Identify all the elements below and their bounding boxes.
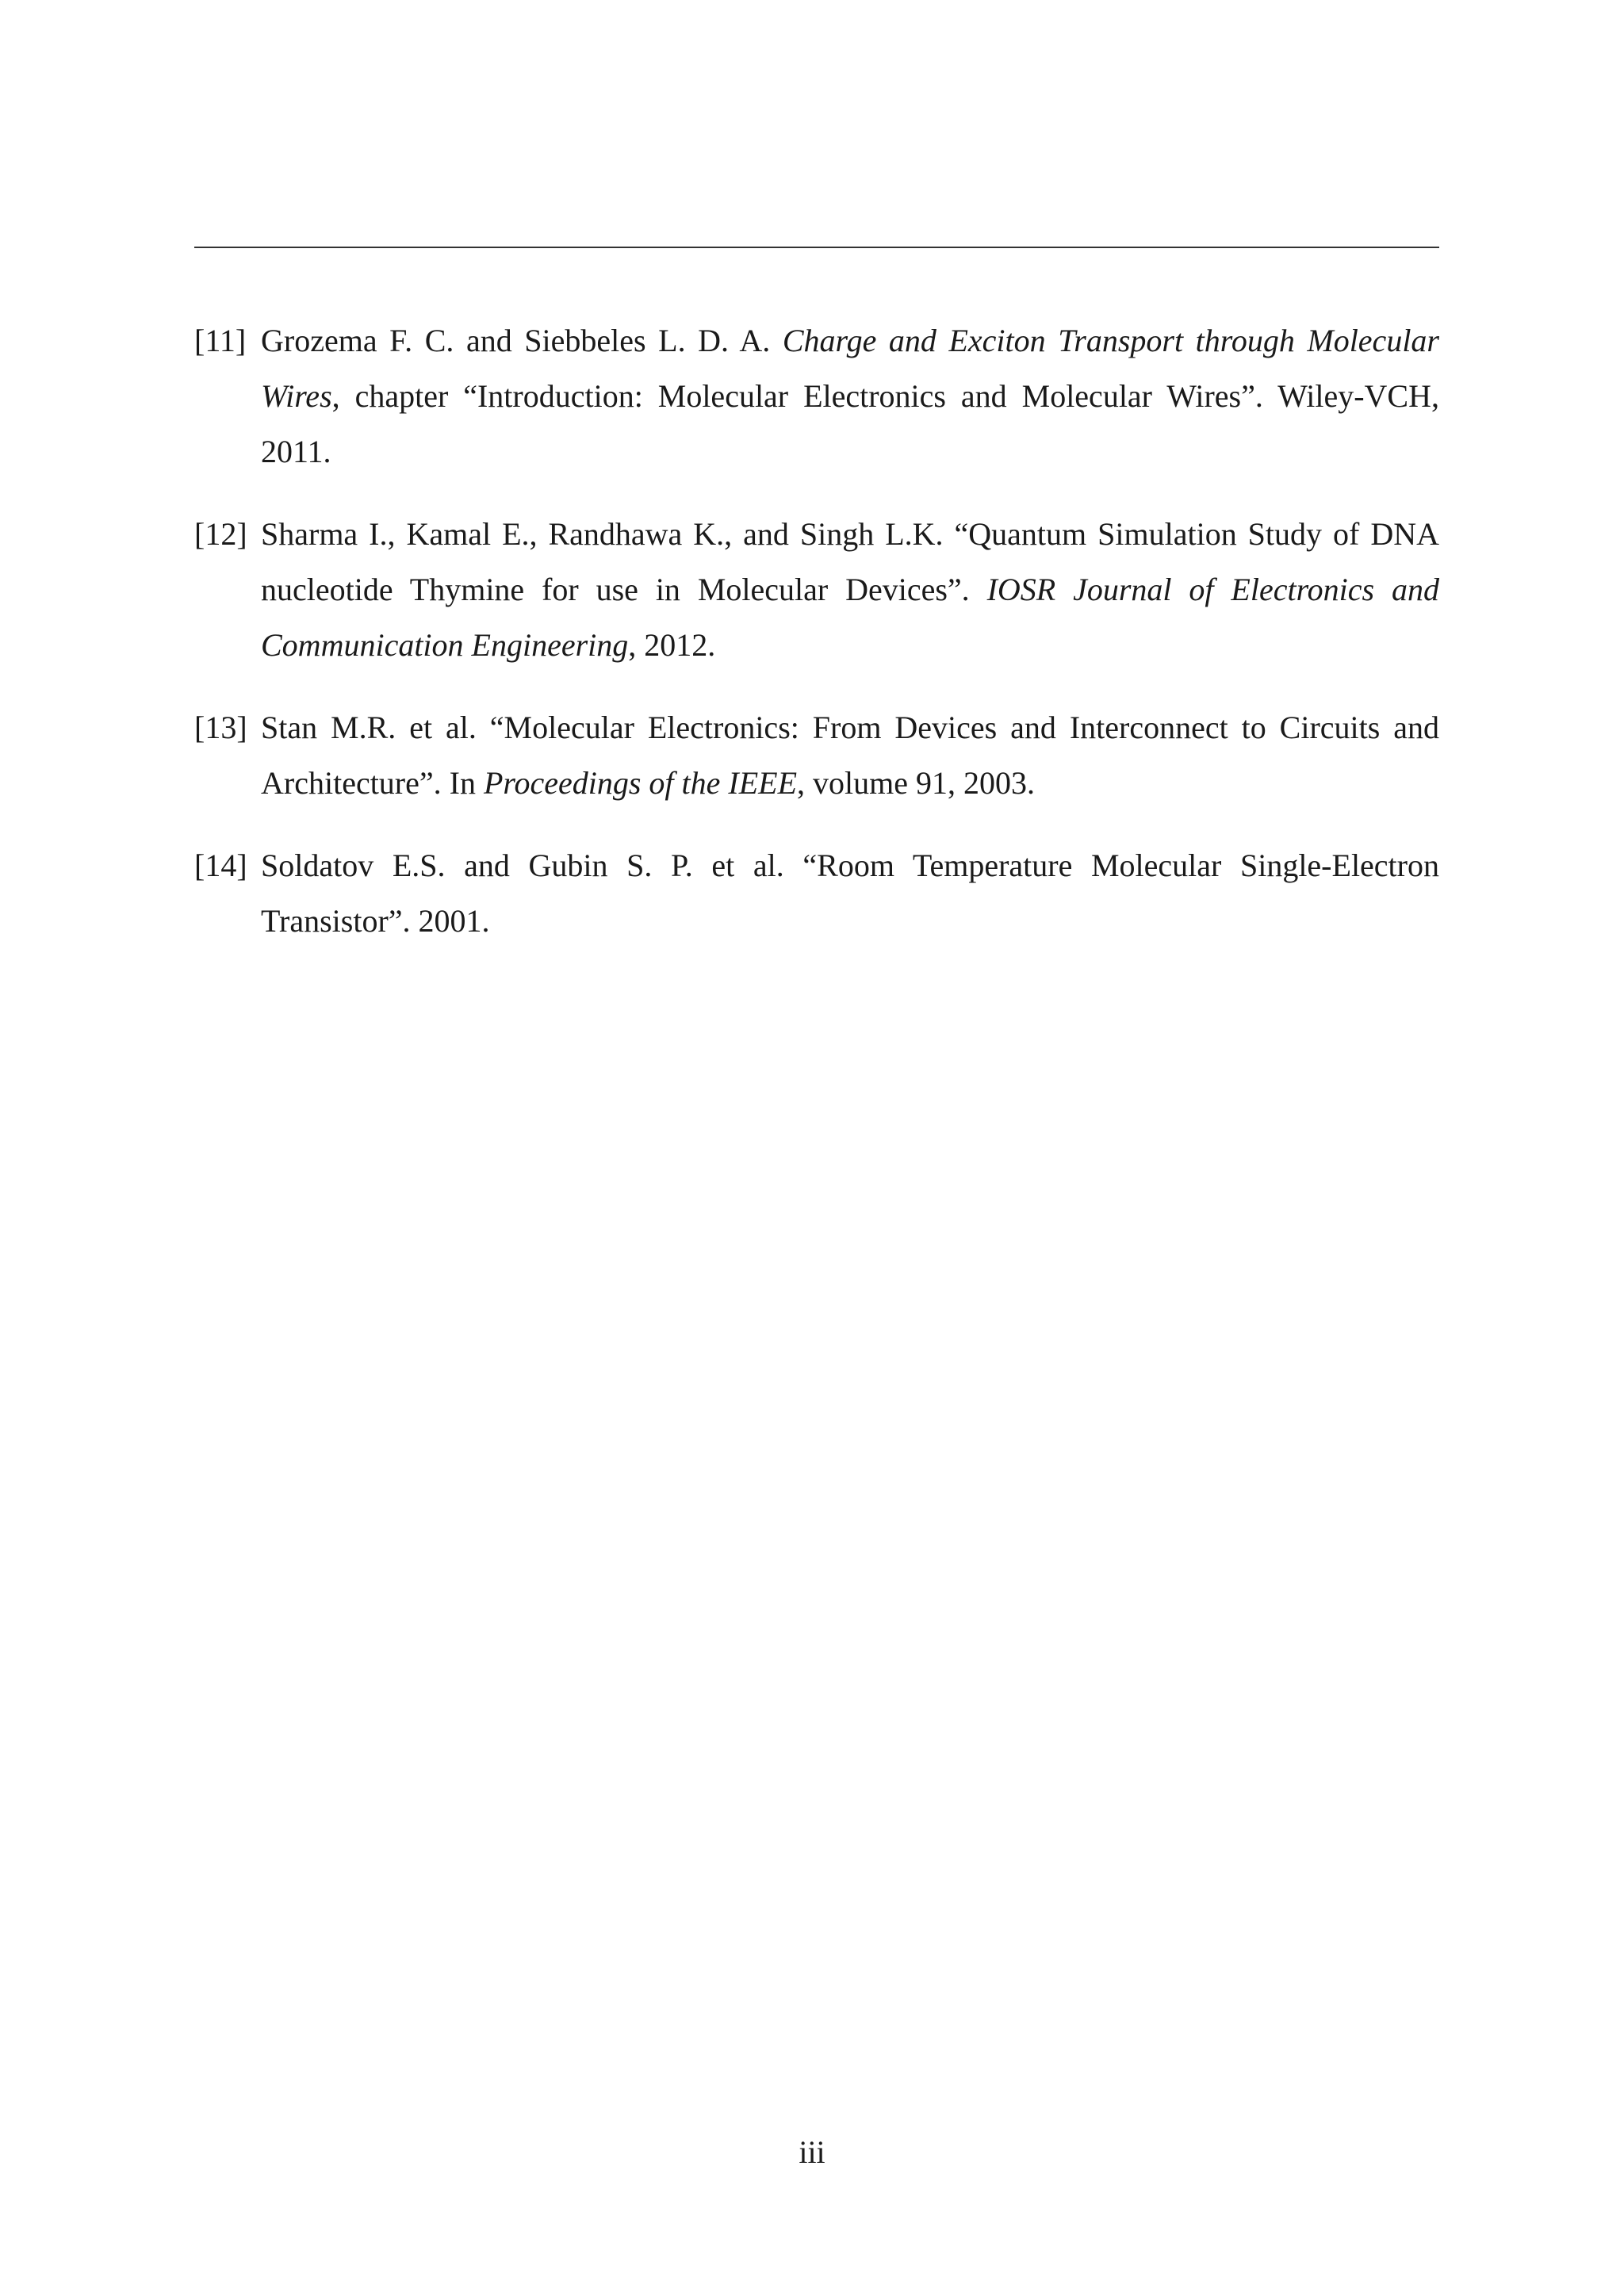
reference-details-text: , chapter “Introduction: Molecular Electronics and Molecular Wires”. Wiley-VCH, 2011. xyxy=(261,378,1439,469)
reference-number: [12] xyxy=(194,516,247,552)
reference-authors-text: Stan M.R. et al. “Molecular Electronics: From Devices and Interconnect to Circuits and Architecture”. In xyxy=(261,710,1439,801)
reference-proceedings-title: Proceedings of the IEEE xyxy=(483,765,798,801)
reference-item xyxy=(194,838,1439,949)
reference-number: [14] xyxy=(194,848,247,883)
reference-journal-title: IOSR Journal of Electronics and Communication Engineering xyxy=(261,572,1439,663)
reference-text xyxy=(261,838,1439,949)
header-rule xyxy=(194,247,1439,248)
reference-text xyxy=(261,700,1439,811)
reference-book-title: Charge and Exciton Transport through Molecular Wires xyxy=(261,323,1439,414)
reference-item xyxy=(194,313,1439,480)
reference-authors-text: Soldatov E.S. and Gubin S. P. et al. “Room Temperature Molecular Single-Electron Transistor”. 2001. xyxy=(261,848,1439,939)
reference-text xyxy=(261,507,1439,673)
reference-text xyxy=(261,313,1439,480)
reference-authors-text: Grozema F. C. and Siebbeles L. D. A. xyxy=(261,323,783,358)
reference-item xyxy=(194,700,1439,811)
page-number: iii xyxy=(799,2134,825,2170)
reference-list xyxy=(194,313,1439,976)
reference-details-text: , 2012. xyxy=(628,627,716,663)
reference-number: [11] xyxy=(194,323,247,358)
reference-authors-text: Sharma I., Kamal E., Randhawa K., and Singh L.K. “Quantum Simulation Study of DNA nucleotide Thymine for use in Molecular Devices”. xyxy=(261,516,1439,607)
reference-number: [13] xyxy=(194,710,247,745)
reference-item xyxy=(194,507,1439,673)
reference-details-text: , volume 91, 2003. xyxy=(797,765,1036,801)
